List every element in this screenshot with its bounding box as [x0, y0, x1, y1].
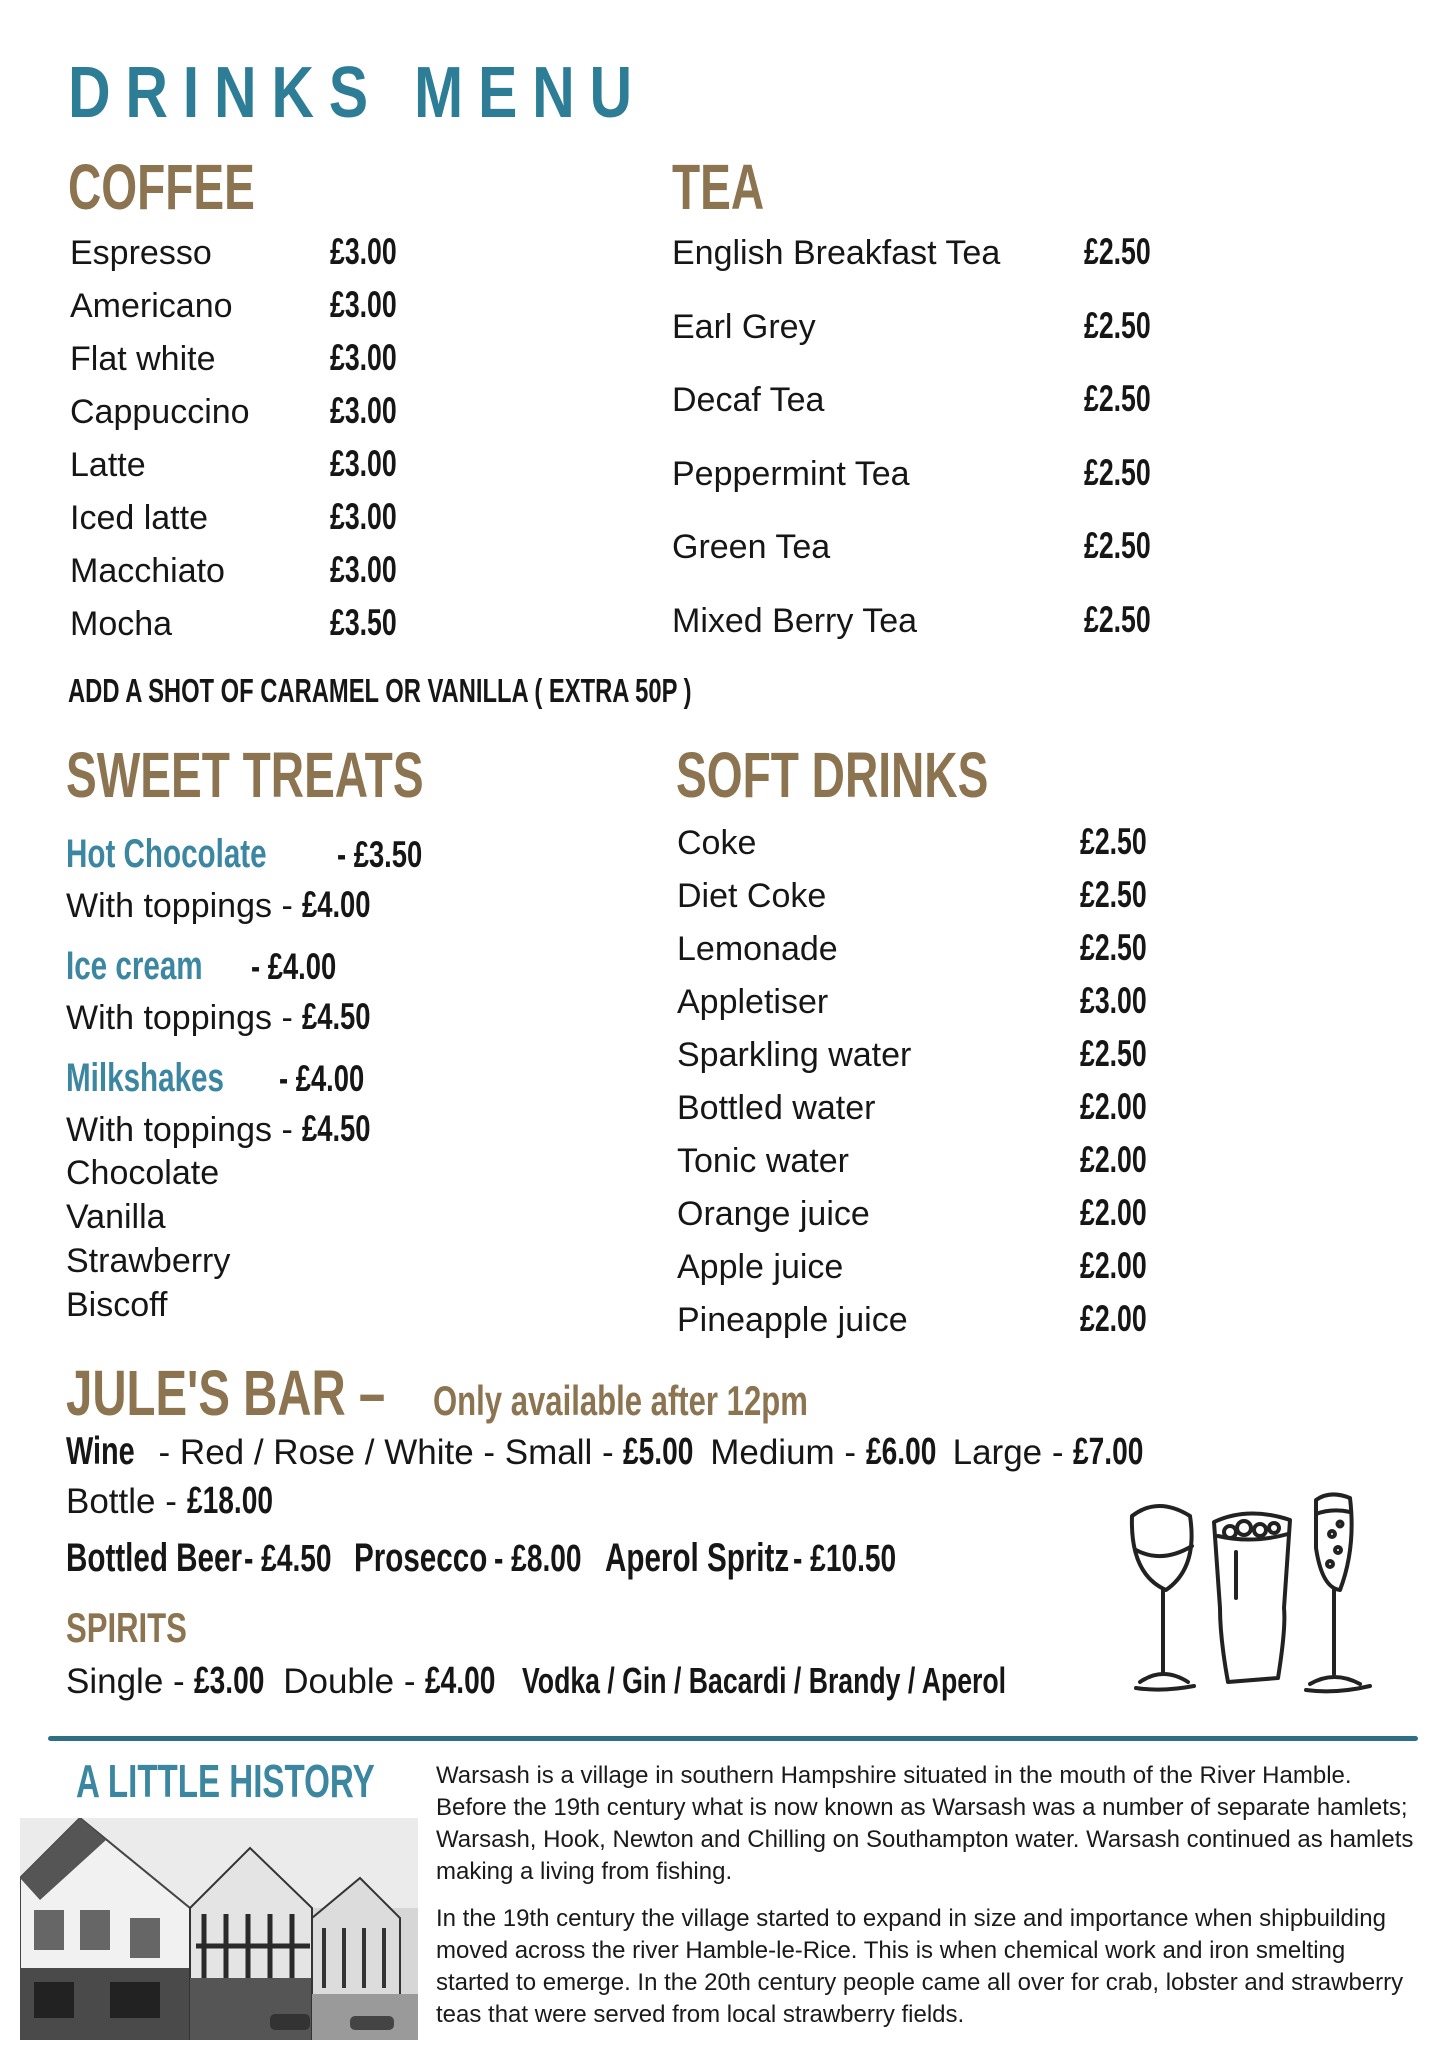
menu-item-name: Green Tea [672, 528, 831, 566]
bottled-beer-price: - £4.50 [243, 1538, 332, 1580]
menu-item-price: £3.00 [330, 496, 397, 537]
bottle-price: £18.00 [186, 1480, 273, 1522]
menu-item-name: Earl Grey [672, 307, 816, 346]
hot-chocolate-line [66, 832, 452, 877]
prosecco-price: - £8.00 [494, 1538, 582, 1580]
flavour-item: Chocolate [66, 1154, 220, 1192]
menu-item-price: £2.50 [1080, 821, 1147, 862]
bottle-label: Bottle - [66, 1482, 187, 1521]
bar-availability: Only available after 12pm [433, 1377, 809, 1424]
menu-item-price: £3.00 [330, 390, 397, 431]
menu-item-name: Peppermint Tea [672, 454, 910, 493]
section-divider [48, 1736, 1418, 1741]
bar-drinks-line [66, 1536, 933, 1581]
menu-item-name: Decaf Tea [672, 381, 825, 419]
menu-item-price: £2.00 [1080, 1245, 1147, 1286]
bottle-line [66, 1480, 303, 1523]
soft-drinks-heading: SOFT DRINKS [676, 739, 989, 811]
menu-item-name: Macchiato [70, 552, 225, 590]
sweet-treats-heading: SWEET TREATS [66, 739, 424, 811]
menu-item-price: £2.50 [1084, 525, 1151, 566]
menu-item-price: £2.50 [1080, 927, 1147, 968]
history-paragraph-2: In the 19th century the village started to expand in size and importance when shipbuilding moved across the river Hamble-le-Rice. This is when chemical work and iron smelting started to emerge. In the 20th century people came all over for crab, lobster and strawberry teas that were served from local strawberry fields. [436, 1905, 1404, 2028]
menu-item-price: £2.00 [1080, 1139, 1147, 1180]
champagne-flute-icon [1306, 1494, 1370, 1691]
menu-item-name: Diet Coke [677, 877, 827, 915]
flavour-item: Biscoff [66, 1286, 168, 1324]
toppings-label: With toppings - [66, 1111, 303, 1149]
drinks-glasses-illustration [1118, 1488, 1398, 1708]
wine-line [66, 1430, 1168, 1474]
menu-item-price: £2.50 [1084, 304, 1151, 346]
single-price: £3.00 [194, 1660, 265, 1702]
menu-item-name: Pineapple juice [677, 1301, 908, 1339]
page-title: DRINKS MENU [68, 53, 647, 133]
menu-item-price: £3.00 [1080, 980, 1147, 1021]
menu-item-name: Espresso [70, 234, 212, 272]
wine-glass-icon [1132, 1506, 1194, 1690]
toppings-label: With toppings - [66, 887, 303, 925]
ice-cream-line [66, 944, 366, 989]
menu-item-price: £2.50 [1084, 378, 1151, 419]
toppings-price: £4.00 [302, 884, 371, 925]
menu-item-name: Latte [70, 446, 146, 484]
menu-item-name: Iced latte [70, 499, 208, 537]
aperol-spritz-price: - £10.50 [793, 1538, 897, 1580]
bottled-beer-label: Bottled Beer [66, 1536, 242, 1580]
history-paragraph-1: Warsash is a village in southern Hampshire situated in the mouth of the River Hamble. Before the 19th century what is now known as Warsash was a number of separate hamlets; Warsash, Hook, Newton and Chilling on Southampton water. Warsash continued as hamlets making a living from fishing. [436, 1762, 1414, 1885]
hot-chocolate-toppings [66, 884, 395, 926]
bar-heading: JULE'S BAR – [66, 1357, 386, 1429]
toppings-label: With toppings - [66, 999, 303, 1037]
wine-large-price: £7.00 [1073, 1431, 1144, 1473]
aperol-spritz-label: Aperol Spritz [604, 1536, 789, 1580]
wine-large-label: Large - [942, 1433, 1074, 1472]
double-label: Double - [273, 1662, 426, 1701]
menu-item-name: Appletiser [677, 983, 829, 1021]
wine-medium-label: Medium - [700, 1433, 866, 1472]
menu-item-price: £3.00 [330, 443, 397, 484]
menu-item-name: Flat white [70, 340, 216, 378]
menu-item-price: £2.50 [1080, 874, 1147, 915]
menu-item-price: £3.00 [330, 284, 397, 325]
ice-cream-name: Ice cream [66, 944, 203, 988]
tea-heading: TEA [672, 151, 765, 223]
menu-item-price: £2.50 [1084, 451, 1151, 493]
flavour-item: Strawberry [66, 1242, 231, 1280]
menu-item-price: £2.00 [1080, 1298, 1147, 1339]
menu-item-name: Mixed Berry Tea [672, 601, 918, 640]
menu-item-price: £2.50 [1080, 1033, 1147, 1074]
flavour-item: Vanilla [66, 1198, 166, 1236]
single-label: Single - [66, 1662, 195, 1701]
beer-glass-icon [1214, 1513, 1290, 1682]
menu-item-name: Orange juice [677, 1195, 870, 1233]
coffee-heading: COFFEE [68, 151, 255, 223]
coffee-note: ADD A SHOT OF CARAMEL OR VANILLA ( EXTRA 50P ) [68, 672, 692, 709]
menu-item-name: Mocha [70, 605, 173, 643]
wine-label: Wine [66, 1430, 135, 1473]
menu-item-name: Coke [677, 824, 757, 862]
building-photo [20, 1818, 418, 2040]
milkshakes-toppings [66, 1108, 395, 1150]
hot-chocolate-name: Hot Chocolate [66, 832, 267, 876]
menu-item-name: Bottled water [677, 1089, 876, 1127]
toppings-price: £4.50 [302, 1108, 371, 1149]
milkshakes-name: Milkshakes [66, 1056, 224, 1100]
menu-item-price: £3.00 [330, 549, 397, 590]
wine-desc: - Red / Rose / White - Small - [148, 1433, 624, 1472]
ice-cream-toppings [66, 996, 395, 1038]
menu-item-price: £2.50 [1084, 598, 1151, 640]
spirits-line [66, 1660, 1177, 1703]
menu-item-price: £3.00 [330, 337, 397, 378]
menu-item-name: Americano [70, 287, 233, 325]
history-heading: A LITTLE HISTORY [76, 1755, 375, 1807]
menu-item-name: Cappuccino [70, 393, 250, 431]
milkshakes-line [66, 1056, 395, 1101]
menu-item-price: £2.00 [1080, 1192, 1147, 1233]
wine-medium-price: £6.00 [865, 1431, 937, 1473]
toppings-price: £4.50 [302, 996, 371, 1037]
wine-small-price: £5.00 [623, 1431, 694, 1473]
menu-item-name: Sparkling water [677, 1036, 912, 1074]
milkshakes-price: - £4.00 [279, 1058, 365, 1099]
prosecco-label: Prosecco [354, 1536, 488, 1580]
menu-item-price: £2.50 [1084, 231, 1151, 272]
menu-item-name: Lemonade [677, 930, 838, 968]
bar-heading-line [66, 1356, 940, 1430]
spirits-heading: SPIRITS [66, 1604, 187, 1651]
menu-item-name: Tonic water [677, 1142, 849, 1180]
hot-chocolate-price: - £3.50 [337, 834, 423, 875]
menu-item-name: English Breakfast Tea [672, 234, 1001, 272]
menu-item-price: £3.50 [330, 602, 397, 643]
menu-item-name: Apple juice [677, 1248, 844, 1286]
double-price: £4.00 [425, 1660, 496, 1702]
ice-cream-price: - £4.00 [250, 946, 336, 987]
menu-item-price: £2.00 [1080, 1086, 1147, 1127]
spirits-list: Vodka / Gin / Bacardi / Brandy / Aperol [522, 1660, 1007, 1701]
menu-item-price: £3.00 [330, 231, 397, 272]
